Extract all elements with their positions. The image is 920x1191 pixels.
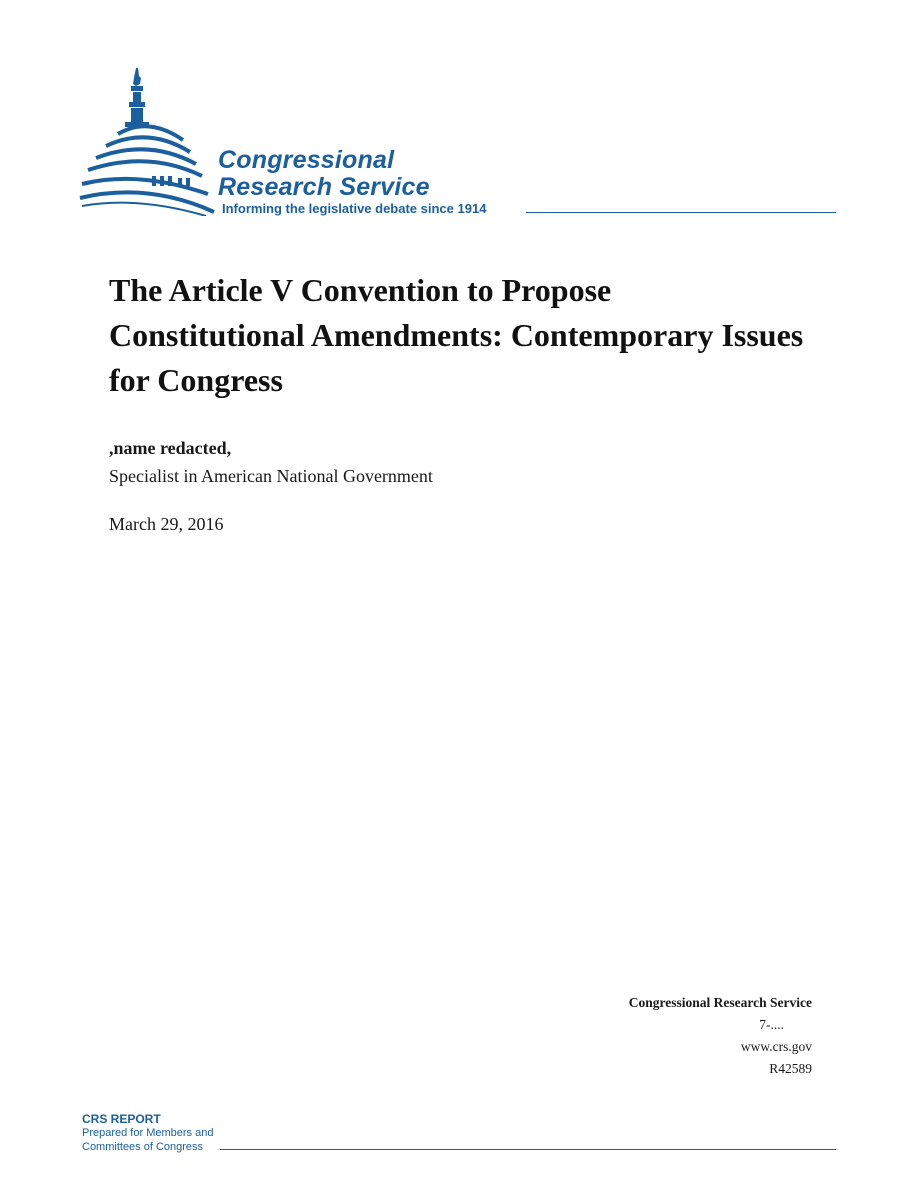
- crs-report-footer: [82, 1112, 213, 1154]
- author-name: ,name redacted,: [109, 438, 232, 458]
- report-number: R42589: [769, 1061, 812, 1076]
- report-date: March 29, 2016: [109, 514, 224, 534]
- crs-org-name: Congressional Research Service: [628, 995, 812, 1010]
- crs-logo-wordmark: [218, 146, 430, 201]
- logo-line-congressional: Congressional: [218, 146, 395, 174]
- footer-committees: Committees of Congress: [82, 1141, 204, 1153]
- footer-crs-report: CRS REPORT: [82, 1112, 161, 1126]
- crs-capitol-dome-logo: [78, 66, 218, 216]
- footer-divider: [220, 1149, 836, 1150]
- logo-line-research-service: Research Service: [218, 173, 430, 201]
- crs-url[interactable]: www.crs.gov: [740, 1039, 812, 1054]
- author-role: Specialist in American National Government: [109, 466, 433, 486]
- report-title: The Article V Convention to Propose Constitutional Amendments: Contemporary Issues for Congress: [109, 272, 804, 398]
- logo-tagline: Informing the legislative debate since 1914: [222, 201, 487, 216]
- header-divider: [526, 212, 836, 213]
- footer-prepared-for: Prepared for Members and: [82, 1127, 214, 1139]
- crs-contact-block: [629, 992, 812, 1080]
- crs-phone: 7-....: [759, 1017, 784, 1032]
